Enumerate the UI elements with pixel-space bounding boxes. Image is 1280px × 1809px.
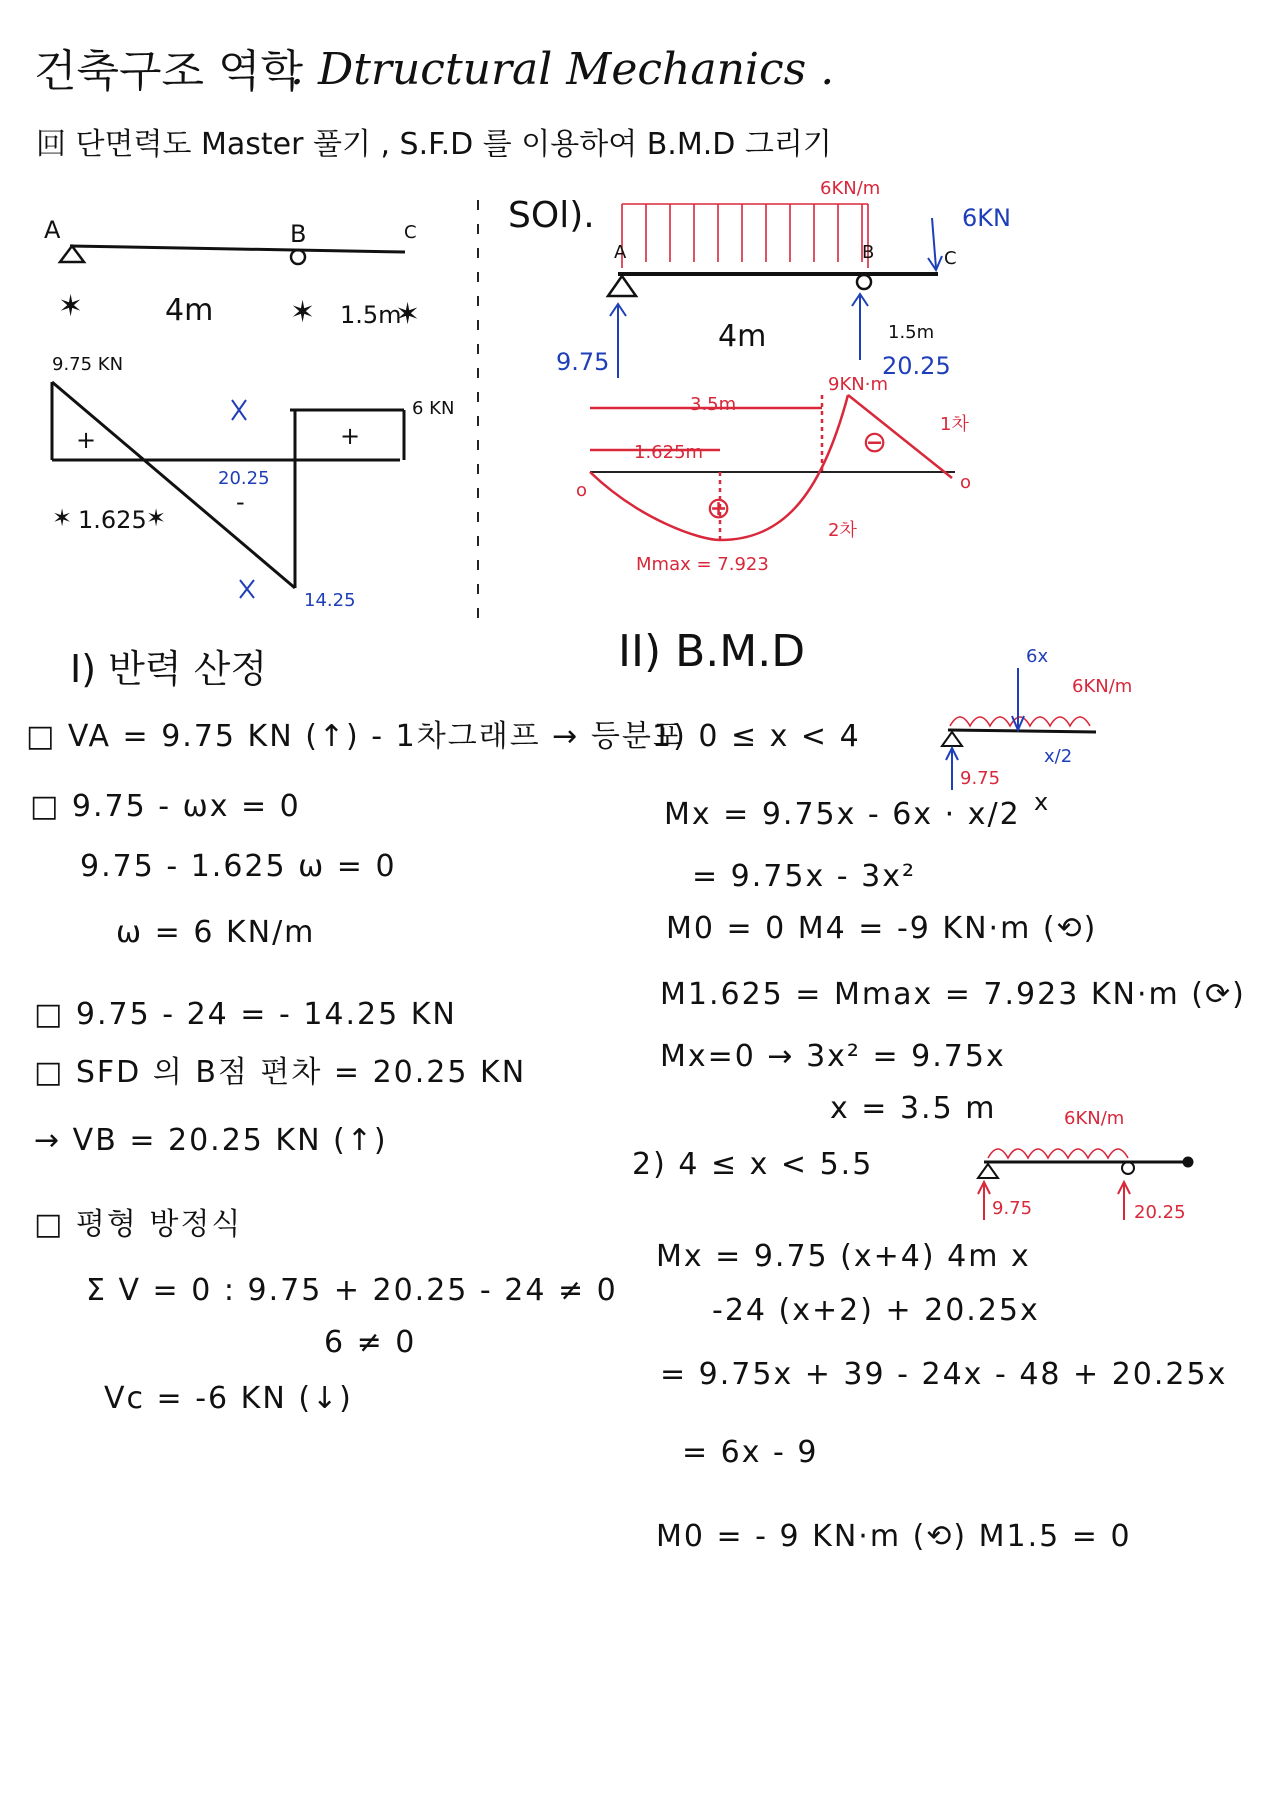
fbd2-reaction-b: 20.25: [1134, 1202, 1186, 1223]
range1-line: Mx=0 → 3x² = 9.75x: [660, 1039, 1006, 1074]
sfd-value-right: 6 KN: [412, 398, 455, 419]
range2-line: Mx = 9.75 (x+4) 4m x: [656, 1239, 1031, 1274]
part1-line: □ 9.75 - 24 = - 14.25 KN: [34, 997, 457, 1032]
solution-label: SOl).: [508, 195, 595, 236]
part1-line: 9.75 - 1.625 ω = 0: [80, 849, 397, 884]
range2-line: M0 = - 9 KN·m (⟲) M1.5 = 0: [656, 1519, 1132, 1554]
sfd-sign-plus: +: [76, 426, 97, 454]
part2-heading: II) B.M.D: [618, 626, 806, 677]
range1: 1) 0 ≤ x < 4: [652, 719, 861, 754]
fbd2-reaction-a: 9.75: [992, 1198, 1033, 1219]
bmd-order-1: 1차: [940, 414, 969, 435]
part1-line: □ SFD 의 B점 편차 = 20.25 KN: [34, 1055, 527, 1090]
title-english: . Dtructural Mechanics .: [290, 44, 835, 95]
solution-label-c: C: [944, 248, 957, 269]
solution-udl-label: 6KN/m: [820, 178, 881, 199]
solution-load-udl: [622, 204, 868, 268]
range2-line: -24 (x+2) + 20.25x: [712, 1293, 1040, 1328]
bmd-origin-left: o: [576, 480, 588, 501]
solution-label-a: A: [614, 242, 627, 263]
dim-tick: ✶: [52, 504, 73, 532]
fbd1-x: x: [1034, 788, 1049, 816]
fbd2-drawing: [978, 1158, 1192, 1178]
part1-line: Vc = -6 KN (↓): [104, 1381, 353, 1416]
bmd-dim-1625: 1.625m: [634, 442, 704, 463]
range1-line: M1.625 = Mmax = 7.923 KN·m (⟳): [660, 977, 1246, 1012]
part1-line: ω = 6 KN/m: [116, 915, 316, 950]
bmd-dim-35: 3.5m: [690, 394, 737, 415]
part1-heading: I) 반력 산정: [70, 647, 268, 691]
bmd-origin-right: o: [960, 472, 972, 493]
solution-label-b: B: [862, 242, 875, 263]
solution-reaction-b: 20.25: [882, 352, 951, 380]
bmd-sign-minus: ⊖: [862, 425, 888, 460]
part1-line: → VB = 20.25 KN (↑): [34, 1123, 388, 1158]
part1-line: 6 ≠ 0: [324, 1325, 417, 1360]
dim-tick: ✶: [58, 289, 84, 324]
range1-line: = 9.75x - 3x²: [692, 859, 916, 894]
fbd2-udl: [988, 1149, 1128, 1158]
solution-beam: [608, 274, 938, 296]
bmd-mmax: Mmax = 7.923: [636, 554, 769, 575]
fbd1-reaction: 9.75: [960, 768, 1001, 789]
sfd-value-bottom: 14.25: [304, 590, 356, 611]
bmd-sketch: [590, 395, 955, 540]
fbd1-udl-label: 6KN/m: [1072, 676, 1133, 697]
range2-line: = 9.75x + 39 - 24x - 48 + 20.25x: [660, 1357, 1228, 1392]
span-bc: 1.5m: [340, 301, 402, 329]
range2: 2) 4 ≤ x < 5.5: [632, 1147, 874, 1182]
sfd-zero-point: 1.625: [78, 506, 147, 534]
dim-tick: ✶: [395, 297, 421, 332]
solution-point-load-label: 6KN: [962, 204, 1011, 232]
span-ab: 4m: [165, 293, 214, 328]
bmd-order-2: 2차: [828, 520, 857, 541]
range1-line: x = 3.5 m: [830, 1091, 997, 1126]
dim-tick: ✶: [146, 504, 167, 532]
range1-line: Mx = 9.75x - 6x · x/2: [664, 797, 1021, 832]
fbd1-drawing: [942, 730, 1096, 746]
title-korean: 건축구조 역학: [34, 46, 304, 97]
label-c: C: [404, 222, 417, 243]
problem-statement: 回 단면력도 Master 풀기 , S.F.D 를 이용하여 B.M.D 그리기: [36, 127, 832, 162]
sfd-sign-plus: +: [340, 422, 361, 450]
solution-span-ab: 4m: [718, 319, 767, 354]
fbd2-udl-label: 6KN/m: [1064, 1108, 1125, 1129]
given-beam: [60, 246, 405, 264]
label-b: B: [290, 220, 307, 248]
range2-line: = 6x - 9: [682, 1435, 819, 1470]
solution-reaction-a: 9.75: [556, 348, 610, 376]
point-load-arrow: [928, 218, 942, 270]
part1-line: □ 평형 방정식: [34, 1207, 243, 1242]
part1-line: □ 9.75 - ωx = 0: [30, 789, 301, 824]
solution-span-bc: 1.5m: [888, 322, 935, 343]
bmd-label-min: 9KN·m: [828, 374, 888, 395]
sfd-value-jump: 20.25: [218, 468, 270, 489]
label-a: A: [44, 216, 61, 244]
part1-line: □ VA = 9.75 KN (↑) - 1차그래프 → 등분포: [26, 719, 684, 754]
part1-line: Σ V = 0 : 9.75 + 20.25 - 24 ≠ 0: [86, 1273, 618, 1308]
fbd1-half: x/2: [1044, 746, 1073, 767]
bmd-sign-plus: ⊕: [706, 491, 732, 526]
sfd-sign-minus: -: [236, 488, 245, 516]
fbd1-point-load: 6x: [1026, 646, 1049, 667]
range1-line: M0 = 0 M4 = -9 KN·m (⟲): [666, 911, 1098, 946]
sfd-value-left: 9.75 KN: [52, 354, 124, 375]
dim-tick: ✶: [290, 295, 316, 330]
